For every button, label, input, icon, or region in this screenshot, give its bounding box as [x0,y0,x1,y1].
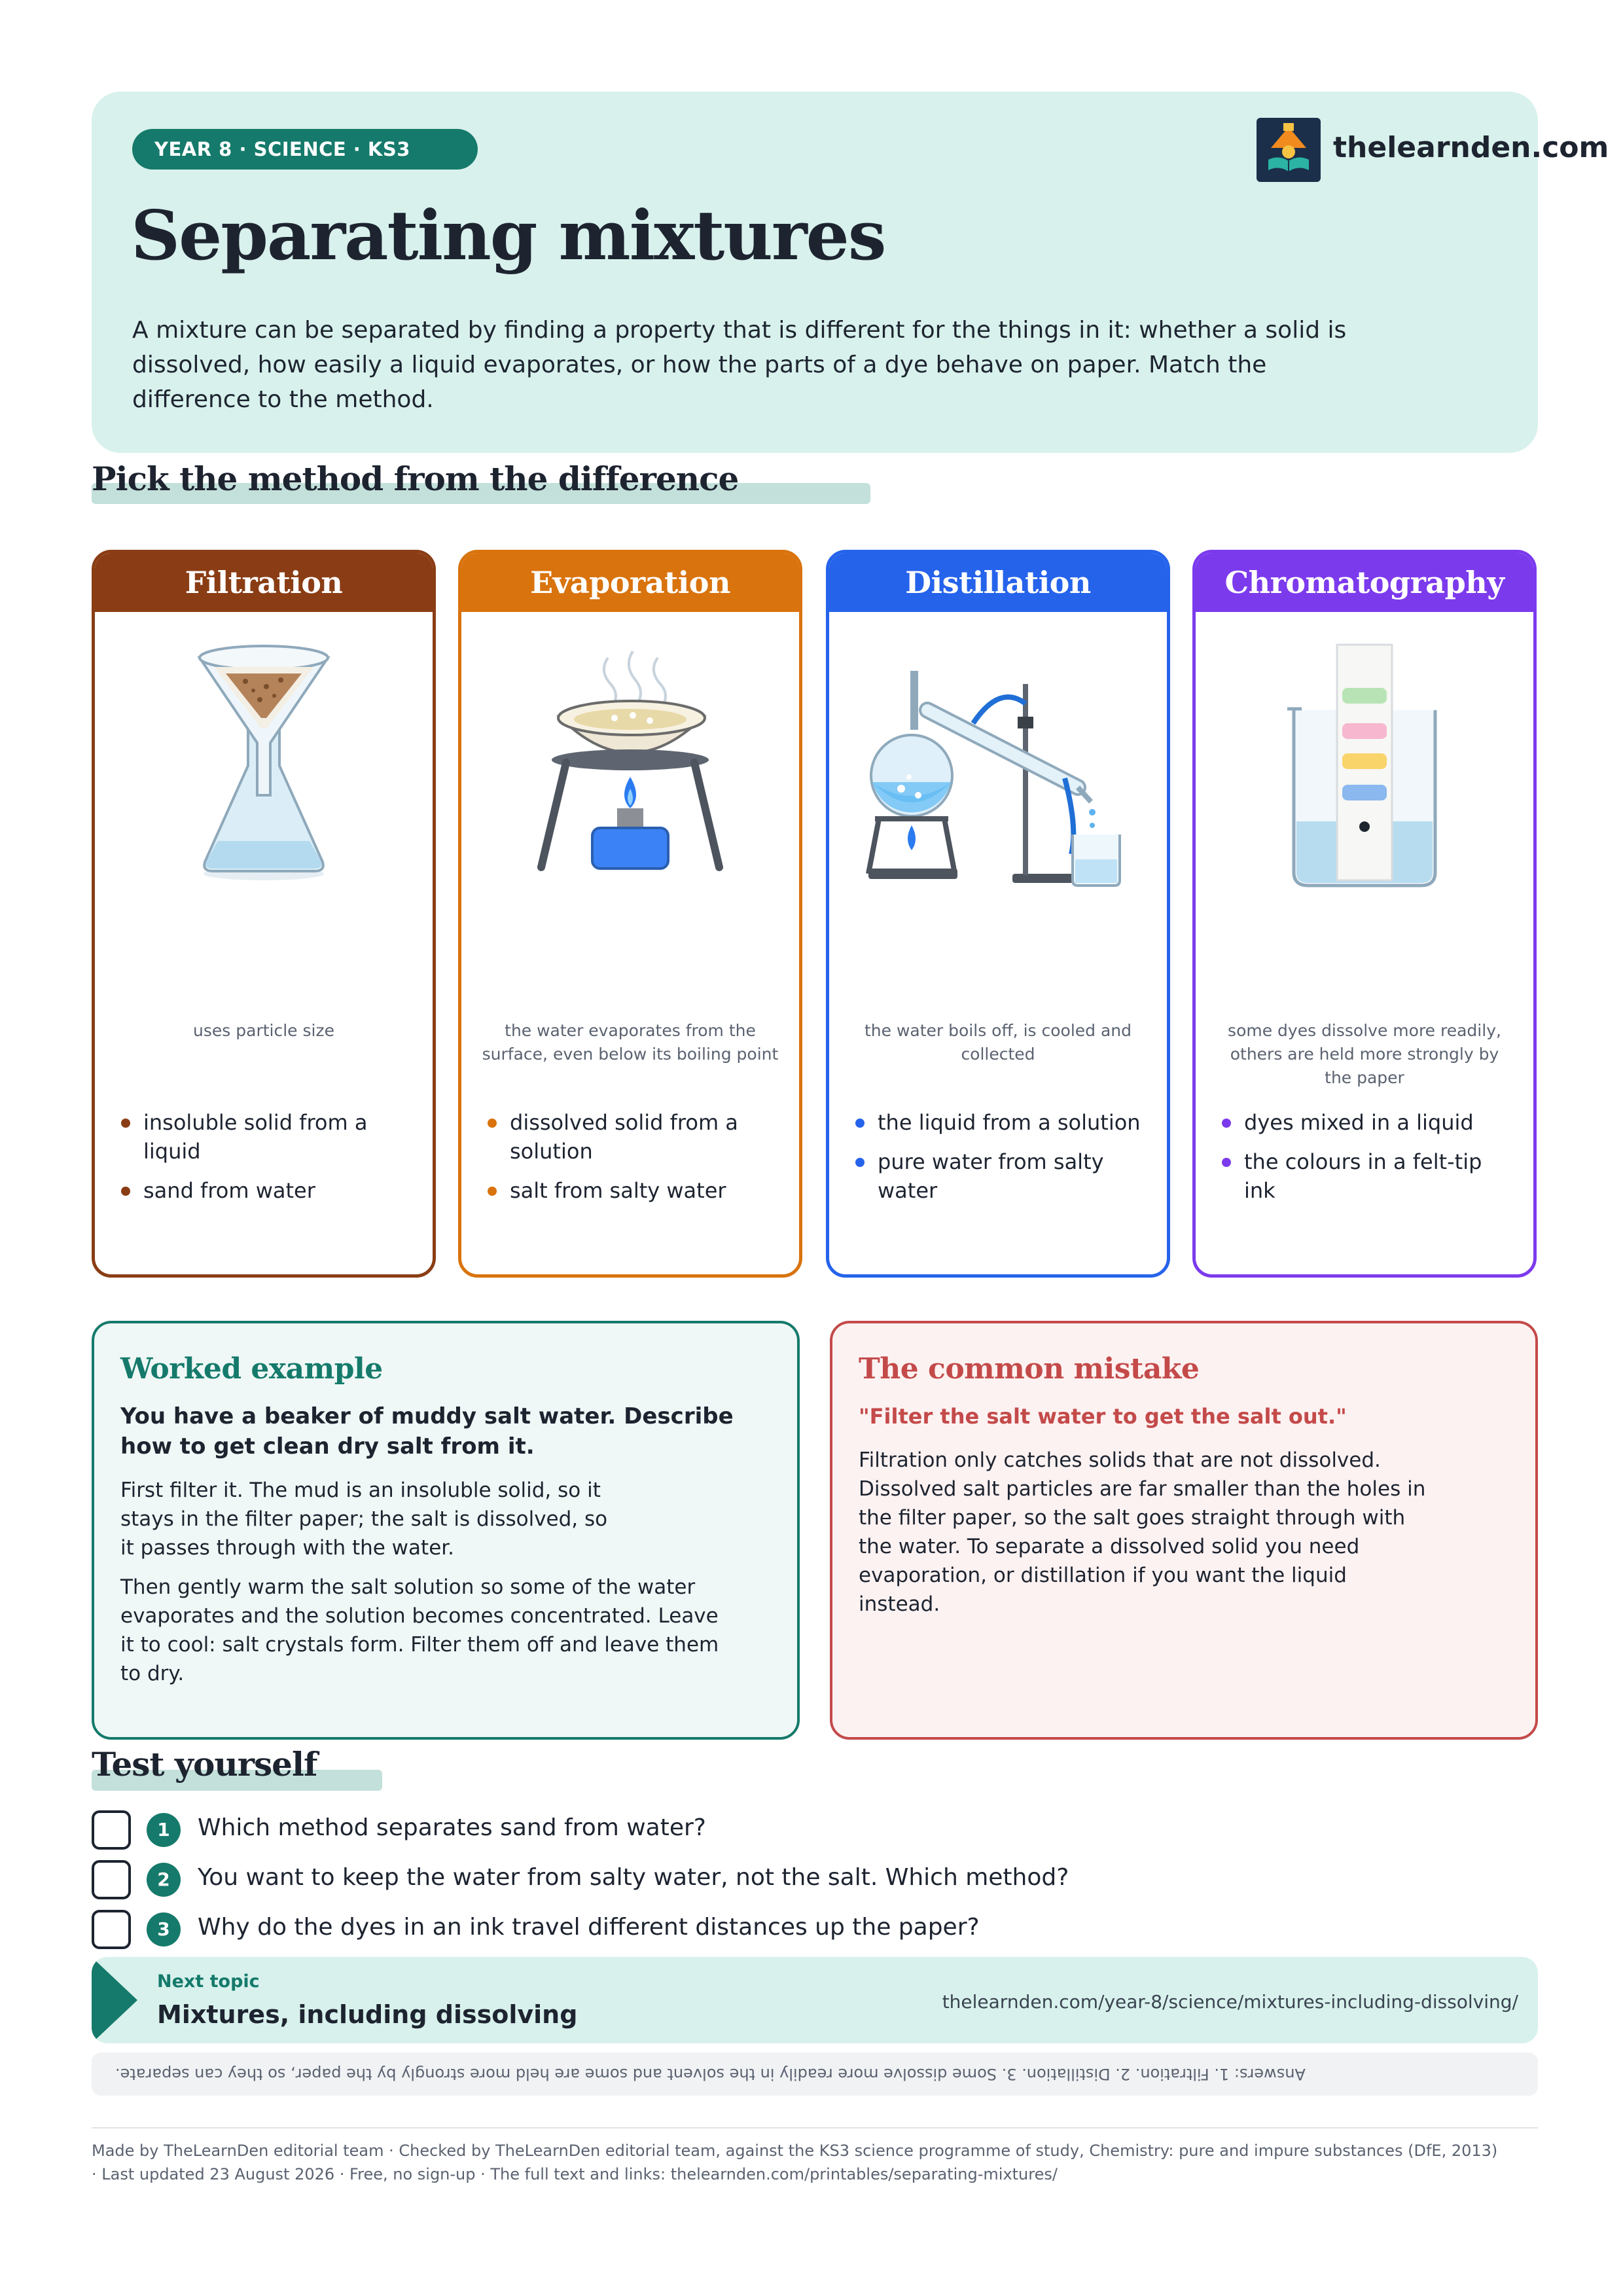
worked-example-box [92,1321,800,1740]
next-topic-url[interactable]: thelearnden.com/year-8/science/mixtures-including-dissolving/ [942,1991,1518,2013]
methods-heading: Pick the method from the difference [92,459,739,498]
list-item: dyes mixed in a liquid [1222,1108,1510,1137]
question-number: 2 [147,1863,181,1897]
distillation-apparatus-icon [829,632,1167,893]
next-arrow-icon [92,1957,137,2043]
question-row [92,1910,1531,1949]
list-item: pure water from salty water [855,1147,1143,1205]
card-title: Evaporation [461,553,799,612]
worked-example-step-2: Then gently warm the salt solution so some of the water evaporates and the solution becomes concentrated. Leave it to cool: salt crystals form. Filter them off and leave them to dry. [120,1575,719,1685]
next-topic-banner[interactable] [92,1957,1538,2043]
thelearnden-logo-icon [1257,118,1321,182]
answers-text: Answers: 1. Filtration. 2. Distillation. 3. Some dissolve more readily in the solvent and some are held more strongly by the paper, so they can separate. [115,2065,1306,2083]
answer-checkbox[interactable] [92,1910,131,1949]
footer-divider [92,2127,1538,2128]
card-caption: the water evaporates from the surface, even below its boiling point [482,1021,779,1064]
list-item: dissolved solid from a solution [488,1108,776,1166]
common-mistake-title: The common mistake [859,1352,1200,1386]
footer-meta: · Last updated 23 August 2026 · Free, no sign-up · The full text and links: thelearnden.com/printables/separating-mixtures/ [92,2165,1058,2183]
card-distillation [826,550,1170,1278]
worked-example-title: Worked example [120,1352,383,1386]
common-mistake-box [830,1321,1538,1740]
page-title: Separating mixtures [131,195,885,276]
answer-checkbox[interactable] [92,1810,131,1850]
card-title: Distillation [829,553,1167,612]
worked-example-step-1: First filter it. The mud is an insoluble solid, so it stays in the filter paper; the salt is dissolved, so it passes through with the water. [120,1479,608,1560]
answers-strip [92,2053,1538,2096]
evaporating-dish-burner-icon [461,632,799,893]
site-name[interactable]: thelearnden.com [1333,131,1609,164]
card-evaporation [458,550,802,1278]
question-row [92,1860,1531,1899]
card-use-list [488,1108,776,1215]
common-mistake-quote: "Filter the salt water to get the salt out." [859,1404,1347,1429]
card-caption: uses particle size [193,1021,334,1040]
card-caption: the water boils off, is cooled and collected [864,1021,1132,1064]
card-chromatography [1192,550,1537,1278]
question-number: 3 [147,1912,181,1946]
common-mistake-explanation: Filtration only catches solids that are not dissolved. Dissolved salt particles are far smaller than the holes in the filter paper, so the salt goes straight through with the water. To separate a dissolved solid you need evaporation, or distillation if you want the liquid instead. [859,1448,1426,1616]
list-item: sand from water [121,1176,409,1205]
next-topic-title[interactable]: Mixtures, including dissolving [157,2000,578,2029]
level-pill: YEAR 8 · SCIENCE · KS3 [132,129,478,170]
card-title: Filtration [95,553,433,612]
list-item: the colours in a felt-tip ink [1222,1147,1510,1205]
chromatography-paper-beaker-icon [1196,632,1533,893]
card-use-list [121,1108,409,1215]
question-text: Which method separates sand from water? [198,1814,706,1841]
next-topic-label: Next topic [157,1971,260,1992]
list-item: salt from salty water [488,1176,776,1205]
question-text: Why do the dyes in an ink travel different distances up the paper? [198,1914,980,1941]
footer-credits: Made by TheLearnDen editorial team · Checked by TheLearnDen editorial team, against the KS3 science programme of study, Chemistry: pure and impure substances (DfE, 2013) [92,2142,1498,2160]
card-caption: some dyes dissolve more readily, others are held more strongly by the paper [1228,1021,1501,1087]
filter-funnel-flask-icon [95,632,433,893]
card-use-list [1222,1108,1510,1215]
intro-text: A mixture can be separated by finding a property that is different for the things in it: whether a solid is dissolved, how easily a liquid evaporates, or how the parts of a dye behave on paper. Match the difference to the method. [132,317,1347,413]
test-heading: Test yourself [92,1745,317,1784]
question-number: 1 [147,1813,181,1847]
question-row [92,1810,1531,1850]
list-item: insoluble solid from a liquid [121,1108,409,1166]
card-title: Chromatography [1196,553,1533,612]
list-item: the liquid from a solution [855,1108,1143,1137]
card-use-list [855,1108,1143,1215]
question-text: You want to keep the water from salty water, not the salt. Which method? [198,1864,1069,1891]
worked-example-question: You have a beaker of muddy salt water. Describe how to get clean dry salt from it. [120,1403,734,1460]
card-filtration [92,550,436,1278]
footer [92,2139,1538,2186]
header-panel [92,92,1609,453]
answer-checkbox[interactable] [92,1860,131,1899]
